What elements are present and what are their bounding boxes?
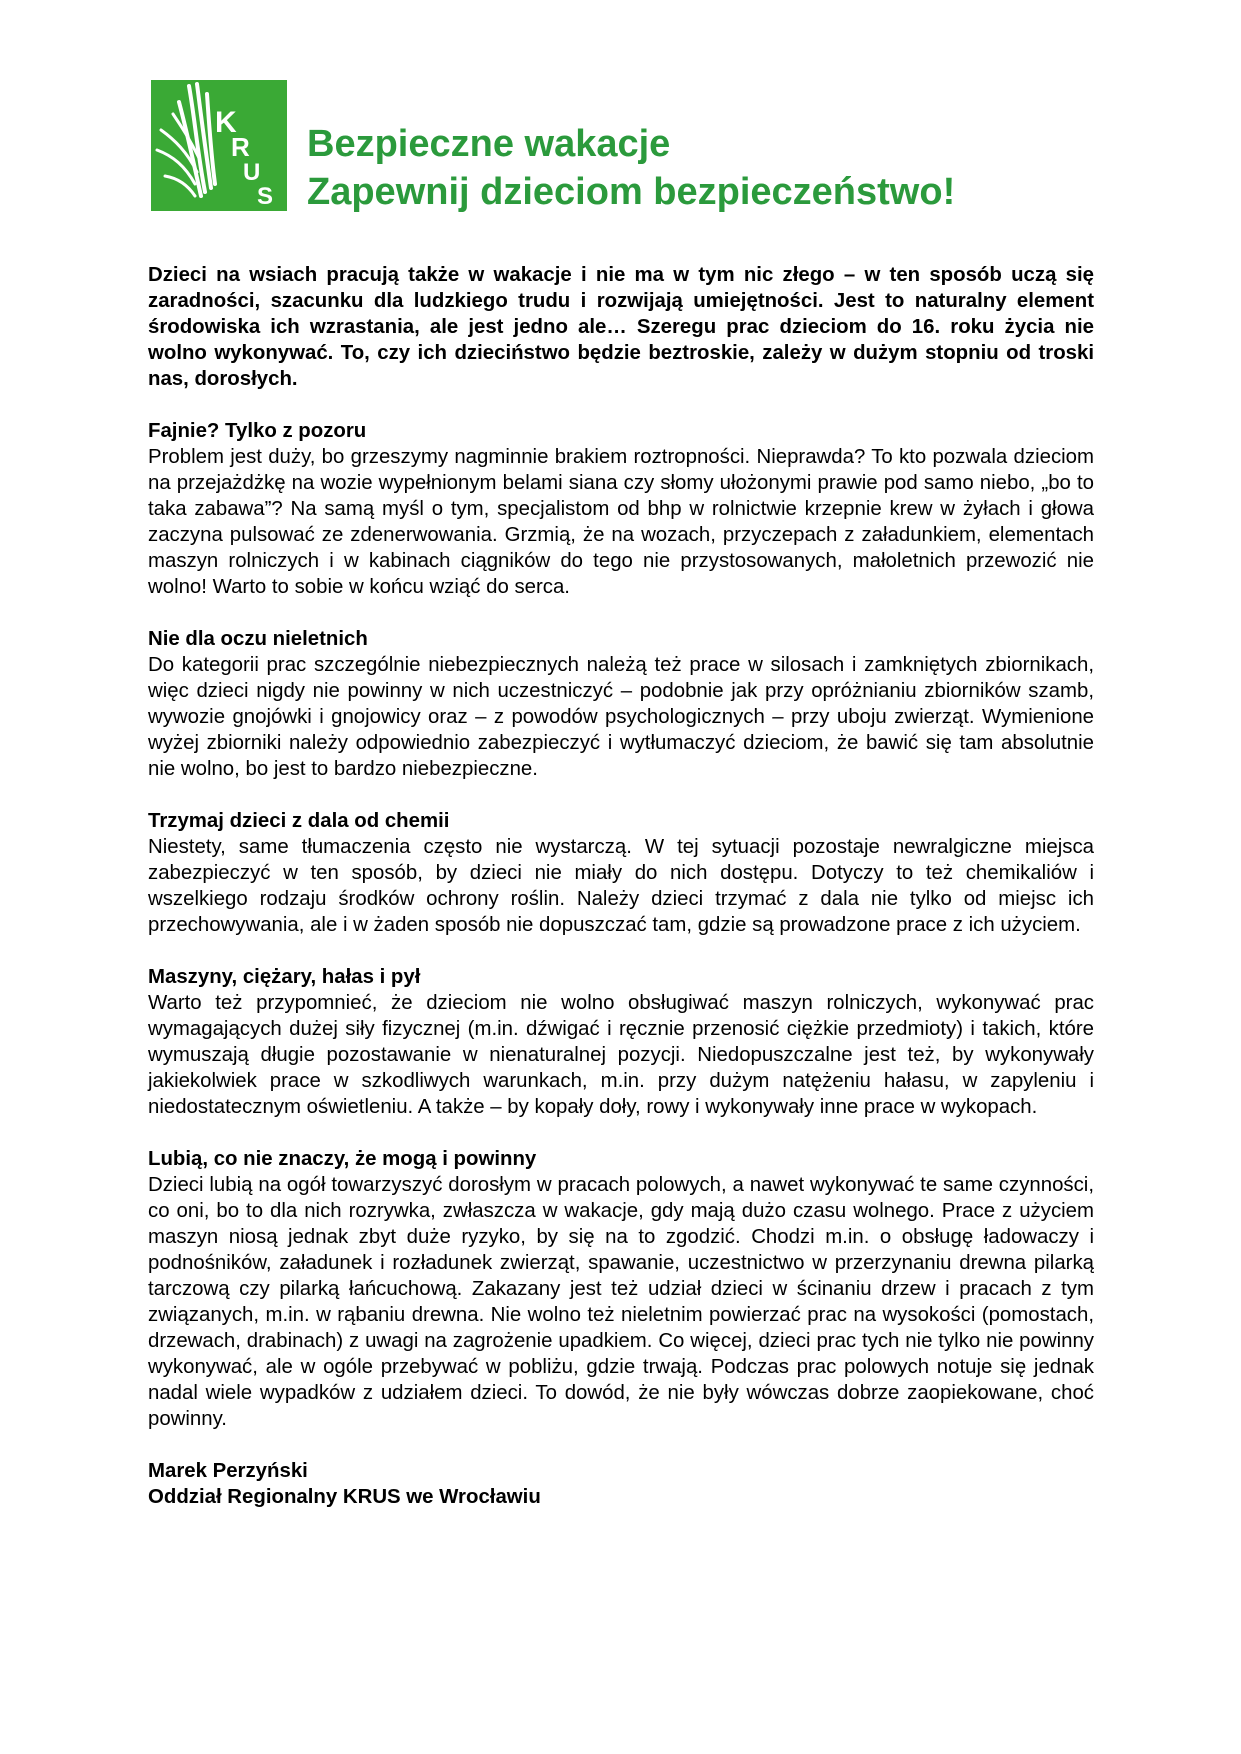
section-body: Niestety, same tłumaczenia często nie wystarczą. W tej sytuacji pozostaje newralgiczne miejsca zabezpieczyć w ten sposób, by dzieci nie miały do nich dostępu. Dotyczy to też chemikaliów i wszelkiego rodzaju środków ochrony roślin. Należy dzieci trzymać z dala nie tylko od miejsc ich przechowywania, ale i w żaden sposób nie dopuszczać tam, gdzie są prowadzone prace z ich użyciem. (148, 836, 1094, 936)
svg-text:U: U (243, 159, 261, 186)
title-line-1: Bezpieczne wakacje (307, 123, 671, 165)
section-nieletnich (148, 626, 1094, 782)
section-chemii (148, 808, 1094, 938)
section-maszyny (148, 964, 1094, 1120)
svg-text:R: R (231, 132, 250, 162)
article-body (148, 262, 1094, 1510)
author-organization: Oddział Regionalny KRUS we Wrocławiu (148, 1486, 541, 1508)
signature (148, 1458, 1094, 1510)
section-body: Dzieci lubią na ogół towarzyszyć dorosłym w pracach polowych, a nawet wykonywać te same czynności, co oni, bo to dla nich rozrywka, zwłaszcza w wakacje, gdy mają dużo czasu wolnego. Prace z użyciem maszyn niosą jednak zbyt duże ryzyko, by się na to zgodzić. Chodzi m.in. o obsługę ładowaczy i podnośników, załadunek i rozładunek zwierząt, spawanie, uczestnictwo w przerzynaniu drewna pilarką tarczową czy pilarką łańcuchową. Zakazany jest też udział dzieci w ścinaniu drzew i pracach z tym związanych, m.in. w rąbaniu drewna. Nie wolno też nieletnim powierzać prac na wysokości (pomostach, drzewach, drabinach) z uwagi na zagrożenie upadkiem. Co więcej, dzieci prac tych nie tylko nie powinny wykonywać, ale w ogóle przebywać w pobliżu, gdzie trwają. Podczas prac polowych notuje się jednak nadal wiele wypadków z udziałem dzieci. To dowód, że nie były wówczas dobrze zaopiekowane, choć powinny. (148, 1174, 1094, 1430)
section-heading: Lubią, co nie znaczy, że mogą i powinny (148, 1148, 537, 1170)
svg-text:K: K (215, 106, 237, 139)
section-heading: Nie dla oczu nieletnich (148, 628, 368, 650)
section-body: Warto też przypomnieć, że dzieciom nie wolno obsługiwać maszyn rolniczych, wykonywać prac wymagających dużej siły fizycznej (m.in. dźwigać i ręcznie przenosić ciężkie przedmioty) i takich, które wymuszają długie pozostawanie w nienaturalnej pozycji. Niedopuszczalne jest też, by wykonywały jakiekolwiek prace w szkodliwych warunkach, m.in. przy dużym natężeniu hałasu, w zapyleniu i niedostatecznym oświetleniu. A także – by kopały doły, rowy i wykonywały inne prace w wykopach. (148, 992, 1094, 1118)
section-heading: Fajnie? Tylko z pozoru (148, 420, 367, 442)
author-name: Marek Perzyński (148, 1460, 308, 1482)
svg-text:S: S (257, 183, 274, 210)
section-fajnie (148, 418, 1094, 600)
section-heading: Maszyny, ciężary, hałas i pył (148, 966, 421, 988)
section-body: Do kategorii prac szczególnie niebezpiecznych należą też prace w silosach i zamkniętych zbiornikach, więc dzieci nigdy nie powinny w nich uczestniczyć – podobnie jak przy opróżnianiu zbiorników szamb, wywozie gnojówki i gnojowicy oraz – z powodów psychologicznych – przy uboju zwierząt. Wymienione wyżej zbiorniki należy odpowiednio zabezpieczyć i wytłumaczyć dzieciom, że bawić się tam absolutnie nie wolno, bo jest to bardzo niebezpieczne. (148, 654, 1094, 780)
lead-paragraph: Dzieci na wsiach pracują także w wakacje i nie ma w tym nic złego – w ten sposób uczą się zaradności, szacunku dla ludzkiego trudu i rozwijają umiejętności. Jest to naturalny element środowiska ich wzrastania, ale jest jedno ale… Szeregu prac dzieciom do 16. roku życia nie wolno wykonywać. To, czy ich dzieciństwo będzie beztroskie, zależy w dużym stopniu od troski nas, dorosłych. (148, 264, 1094, 390)
section-heading: Trzymaj dzieci z dala od chemii (148, 810, 450, 832)
krus-logo (151, 80, 287, 211)
section-lubia (148, 1146, 1094, 1432)
title-line-2: Zapewnij dzieciom bezpieczeństwo! (307, 171, 956, 213)
page-title (307, 120, 955, 216)
krus-logo-icon (151, 80, 287, 211)
section-body: Problem jest duży, bo grzeszymy nagminnie brakiem roztropności. Nieprawda? To kto pozwala dzieciom na przejażdżkę na wozie wypełnionym belami siana czy słomy ułożonymi prawie pod samo niebo, „bo to taka zabawa”? Na samą myśl o tym, specjalistom od bhp w rolnictwie krzepnie krew w żyłach i głowa zaczyna pulsować ze zdenerwowania. Grzmią, że na wozach, przyczepach z załadunkiem, elementach maszyn rolniczych i w kabinach ciągników do tego nie przystosowanych, małoletnich przewozić nie wolno! Warto to sobie w końcu wziąć do serca. (148, 446, 1094, 598)
